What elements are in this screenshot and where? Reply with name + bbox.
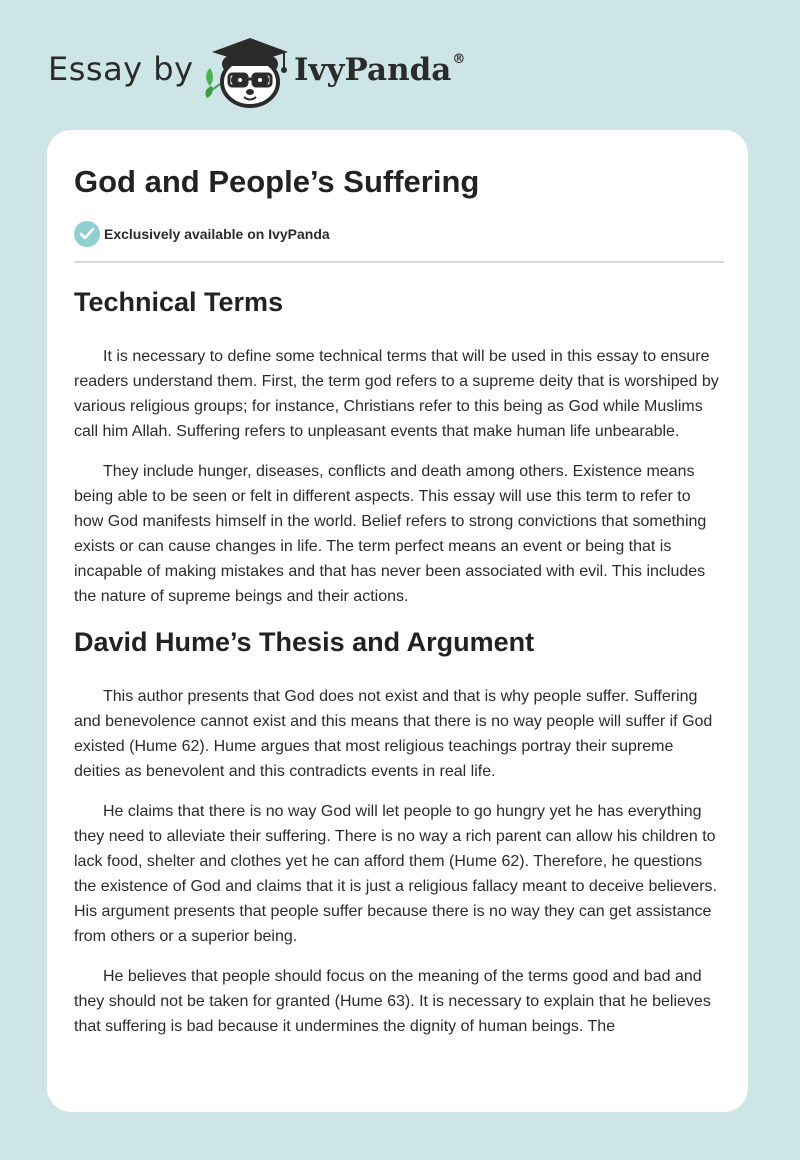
- title-divider: [74, 261, 724, 263]
- paragraph: It is necessary to define some technical terms that will be used in this essay to ensure readers understand them. First, the term god refers to a supreme deity that is worshiped by various religious groups; for instance, Christians refer to this being as God while Muslims call him Allah. Suffering refers to unpleasant events that make human life unbearable.: [74, 348, 719, 440]
- essay-card: [47, 130, 748, 1112]
- essay-body: [74, 282, 724, 1039]
- essay-by-label: Essay by: [48, 50, 194, 88]
- paragraph: He believes that people should focus on the meaning of the terms good and bad and they should not be taken for granted (Hume 63). It is necessary to explain that he believes that suffering is bad because it undermines the dignity of human beings. The: [74, 968, 711, 1035]
- brand-text: IvyPanda: [294, 52, 452, 88]
- essay-title: God and People’s Suffering: [74, 164, 480, 199]
- check-circle-icon: [74, 221, 100, 247]
- paragraph: They include hunger, diseases, conflicts and death among others. Existence means being able to be seen or felt in different aspects. This essay will use this term to refer to how God manifests himself in the world. Belief refers to strong convictions that something exists or can cause changes in life. The term perfect means an event or being that is incapable of making mistakes and that has never been associated with evil. This includes the nature of supreme beings and their actions.: [74, 463, 707, 605]
- paragraph: He claims that there is no way God will let people to go hungry yet he has everything they need to alleviate their suffering. There is no way a rich parent can allow his children to lack food, shelter and clothes yet he can afford them (Hume 62). Therefore, he questions the existence of God and claims that it is just a religious fallacy meant to deceive believers. His argument presents that people suffer because there is no way they can get assistance from others or a superior being.: [74, 803, 717, 945]
- exclusive-label: Exclusively available on IvyPanda: [104, 226, 330, 242]
- section-heading-technical-terms: Technical Terms: [74, 287, 284, 317]
- panda-logo-icon[interactable]: [200, 34, 296, 110]
- brand-name[interactable]: [294, 52, 465, 88]
- paragraph: This author presents that God does not exist and that is why people suffer. Suffering and benevolence cannot exist and this means that there is no way people will suffer if God existed (Hume 62). Hume argues that most religious teachings portray their supreme deities as benevolent and this contradicts events in real life.: [74, 688, 713, 780]
- exclusive-badge: [74, 221, 330, 247]
- site-header: [0, 0, 800, 130]
- registered-mark: ®: [452, 51, 466, 67]
- section-heading-hume-thesis: David Hume’s Thesis and Argument: [74, 627, 535, 657]
